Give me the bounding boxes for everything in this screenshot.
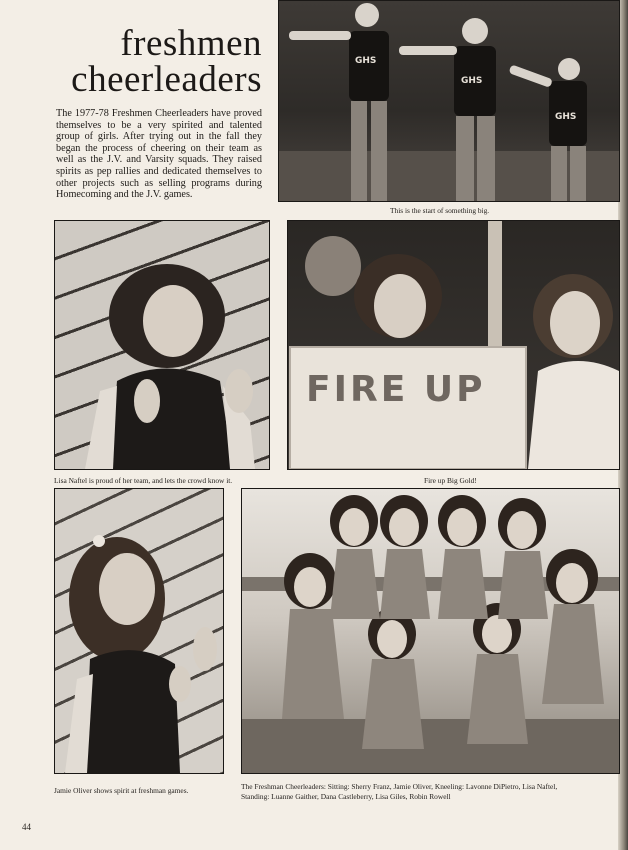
photo-cheer-motions-illustration	[279, 1, 619, 201]
photo-jamie-oliver	[54, 488, 224, 774]
shirt-lettering-1: GHS	[355, 56, 377, 66]
caption-photo-3: Fire up Big Gold!	[424, 476, 477, 485]
page-number: 44	[22, 822, 31, 832]
photo-lisa-naftel-illustration	[55, 221, 269, 469]
caption-photo-5-line-2: Standing: Luanne Gaither, Dana Castleberry, Lisa Giles, Robin Rowell	[241, 792, 451, 801]
photo-jamie-oliver-illustration	[55, 489, 223, 773]
title-line-2: cheerleaders	[71, 59, 262, 100]
caption-photo-5-line-1: The Freshman Cheerleaders: Sitting: Sherry Franz, Jamie Oliver, Kneeling: Lavonne DiPietro, Lisa Naftel,	[241, 782, 558, 791]
photo-fire-up-poster	[287, 220, 620, 470]
photo-fire-up-illustration	[288, 221, 619, 469]
photo-cheer-motions	[278, 0, 620, 202]
photo-freshman-squad-illustration	[242, 489, 619, 773]
intro-paragraph: The 1977-78 Freshmen Cheerleaders have proved themselves to be a very spirited and talented group of girls. After trying out in the fall they began the process of cheering on their team as well as the J.V. and Varsity squads. They raised spirits as pep rallies and dedicated themselves to other projects such as selling programs during Homecoming and the J.V. games.	[56, 108, 262, 201]
poster-fire-up-text: FIRE UP	[306, 369, 486, 410]
caption-photo-2: Lisa Naftel is proud of her team, and lets the crowd know it.	[54, 476, 233, 485]
caption-photo-1: This is the start of something big.	[390, 206, 490, 215]
title-line-1: freshmen	[120, 23, 262, 64]
shirt-lettering-2: GHS	[461, 76, 483, 86]
photo-lisa-naftel	[54, 220, 270, 470]
shirt-lettering-3: GHS	[555, 112, 577, 122]
page-title	[54, 23, 262, 100]
caption-photo-4: Jamie Oliver shows spirit at freshman games.	[54, 786, 189, 795]
photo-freshman-squad	[241, 488, 620, 774]
